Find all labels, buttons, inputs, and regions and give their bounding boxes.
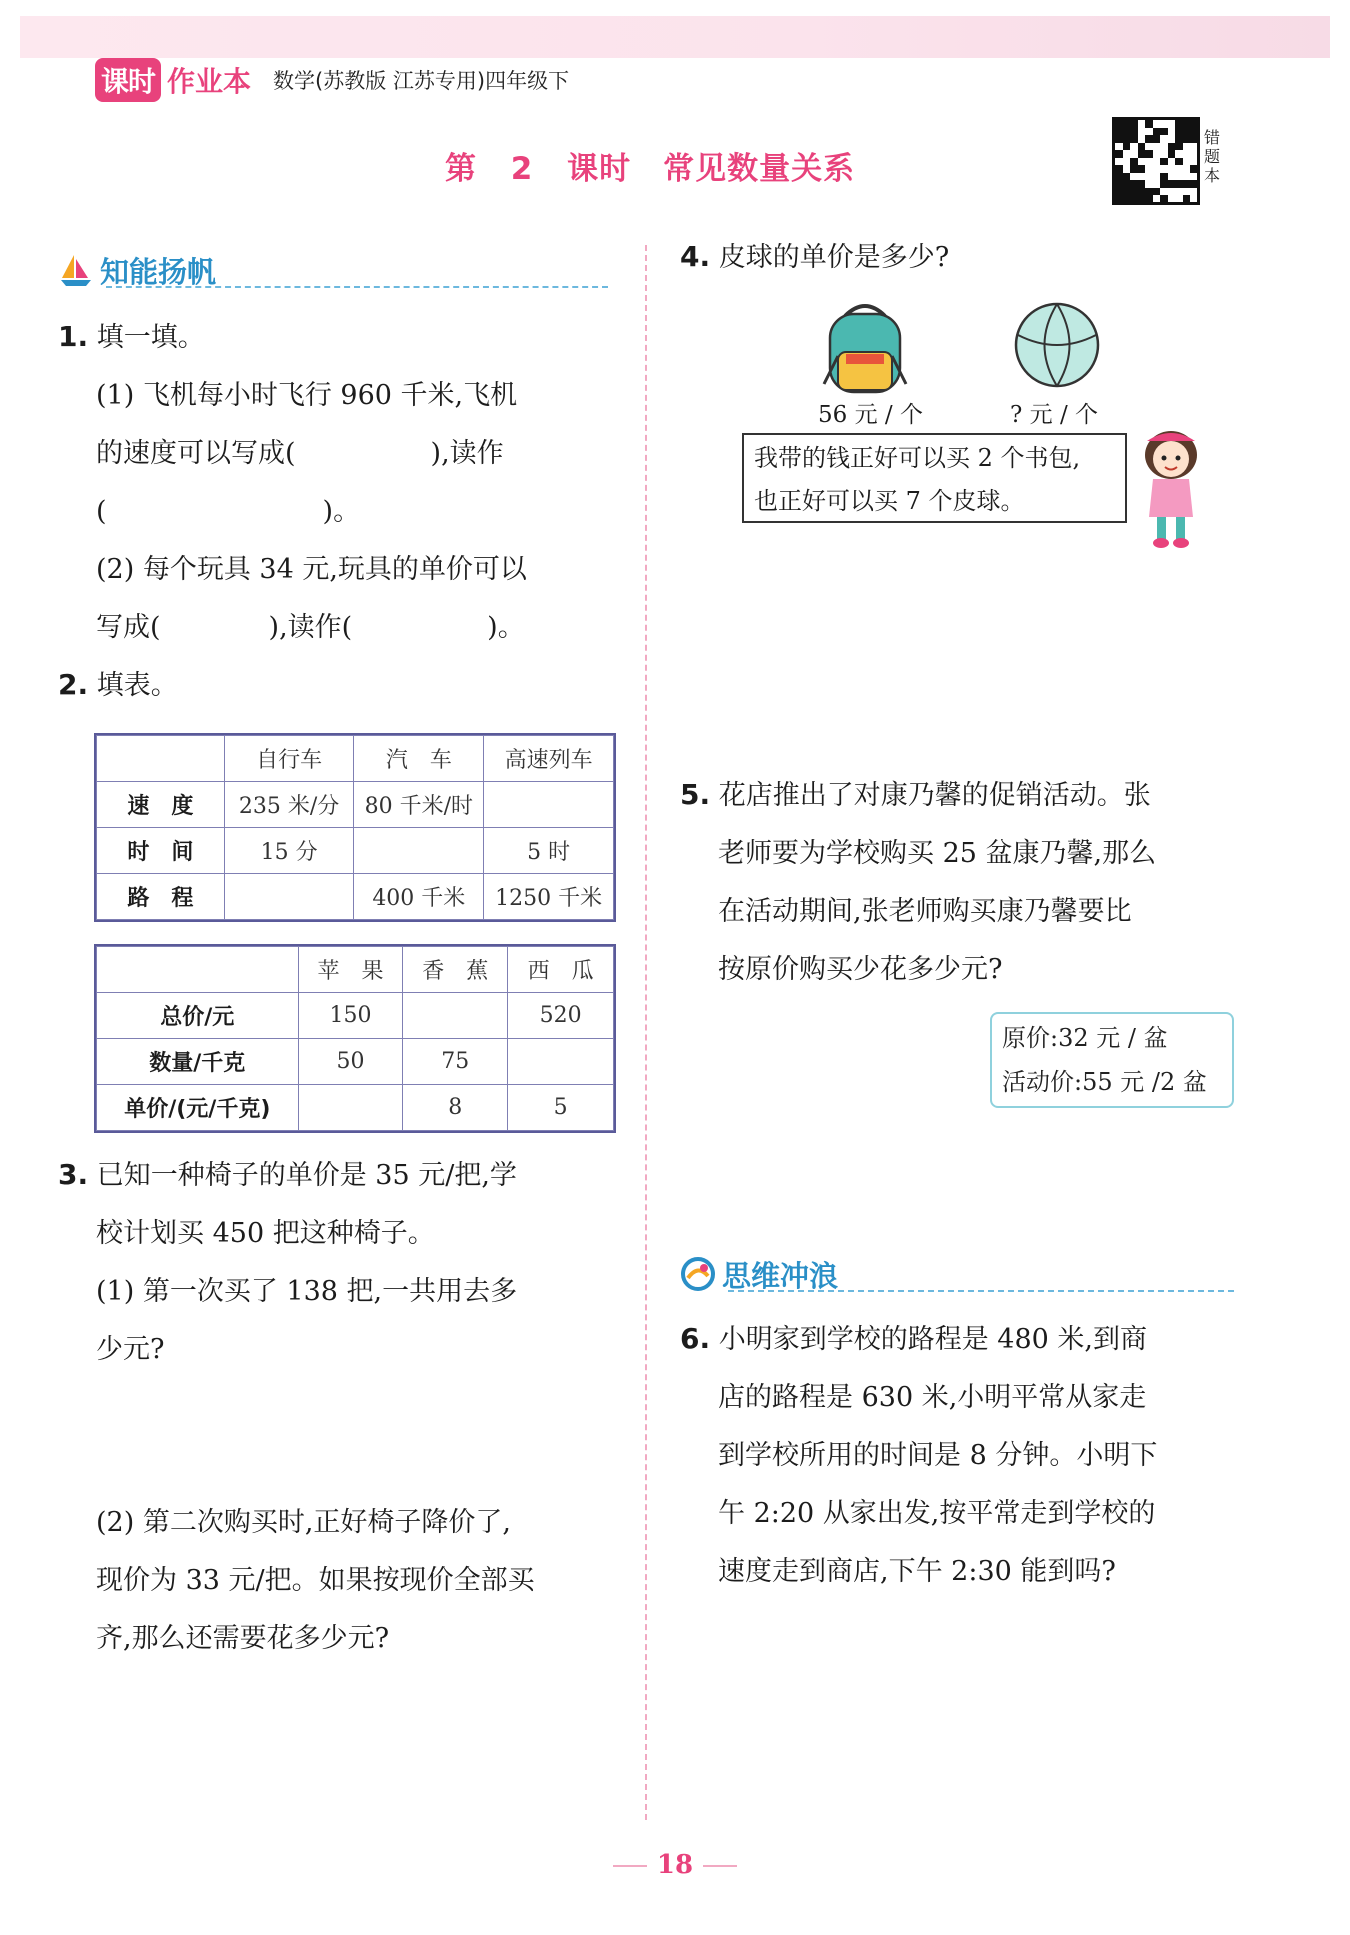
qr-module — [1130, 135, 1138, 143]
qr-module — [1123, 188, 1131, 196]
qr-module — [1183, 128, 1191, 136]
table-row — [97, 874, 614, 920]
qr-module — [1153, 188, 1161, 196]
table-cell: 75 — [403, 1039, 508, 1085]
qr-module — [1130, 195, 1138, 203]
qr-module — [1145, 135, 1153, 143]
answer-cell[interactable] — [403, 993, 508, 1039]
brand — [95, 60, 569, 100]
question-stem: 皮球的单价是多少? — [718, 242, 950, 273]
question-3-part2 — [58, 1494, 618, 1668]
q1-part2-line2: 写成( ),读作( )。 — [96, 612, 525, 643]
promo-price: 活动价:55 元 /2 盆 — [1002, 1068, 1207, 1096]
table-cell: 汽 车 — [354, 736, 484, 782]
q1-part1-line3: ( )。 — [96, 496, 361, 527]
speed-table — [96, 735, 614, 920]
qr-module — [1175, 128, 1183, 136]
qr-module — [1115, 150, 1123, 158]
question-4 — [680, 228, 1240, 287]
qr-module — [1130, 188, 1138, 196]
qr-module — [1190, 135, 1198, 143]
qr-module — [1190, 128, 1198, 136]
table-cell — [97, 947, 299, 993]
question-line: 老师要为学校购买 25 盆康乃馨,那么 — [718, 838, 1157, 869]
qr-module — [1160, 128, 1168, 136]
question-number: 6. — [680, 1322, 711, 1355]
qr-module — [1115, 120, 1123, 128]
question-line: 到学校所用的时间是 8 分钟。小明下 — [718, 1440, 1158, 1471]
qr-module — [1115, 188, 1123, 196]
q1-part1-line1: (1) 飞机每小时飞行 960 千米,飞机 — [96, 380, 518, 411]
qr-module — [1115, 165, 1123, 173]
table-cell: 1250 千米 — [484, 874, 614, 920]
table-header-row — [97, 947, 614, 993]
column-divider — [645, 245, 647, 1820]
table-header-row — [97, 736, 614, 782]
table-cell: 15 分 — [224, 828, 354, 874]
qr-module — [1138, 188, 1146, 196]
sailboat-icon — [58, 252, 94, 288]
speech-bubble — [742, 433, 1127, 523]
book-subtitle: 数学(苏教版 江苏专用)四年级下 — [273, 69, 570, 93]
qr-module — [1123, 195, 1131, 203]
table-row — [97, 782, 614, 828]
qr-module — [1190, 180, 1198, 188]
question-line: 在活动期间,张老师购买康乃馨要比 — [718, 896, 1132, 927]
qr-module — [1138, 150, 1146, 158]
wave-icon — [680, 1256, 716, 1292]
table-cell — [97, 736, 225, 782]
row-header: 单价/(元/千克) — [97, 1085, 299, 1131]
qr-module — [1153, 128, 1161, 136]
q3-part1-line1: (1) 第一次买了 138 把,一共用去多 — [96, 1276, 518, 1307]
qr-module — [1183, 135, 1191, 143]
section-head-left — [58, 250, 608, 290]
section-head-right — [680, 1254, 1234, 1294]
qr-module — [1115, 135, 1123, 143]
qr-module — [1175, 180, 1183, 188]
question-line: 已知一种椅子的单价是 35 元/把,学 — [96, 1160, 517, 1191]
qr-module — [1183, 180, 1191, 188]
table-cell: 235 米/分 — [224, 782, 354, 828]
qr-module — [1145, 188, 1153, 196]
page-number: 18 — [656, 1850, 694, 1880]
ball-price: ? 元 / 个 — [1010, 402, 1099, 428]
backpack-price: 56 元 / 个 — [818, 402, 923, 428]
bubble-line: 也正好可以买 7 个皮球。 — [754, 487, 1025, 515]
question-number: 5. — [680, 778, 711, 811]
table-row — [97, 993, 614, 1039]
footer-dash — [613, 1865, 647, 1867]
section-title-right: 思维冲浪 — [722, 1258, 839, 1293]
qr-module — [1130, 120, 1138, 128]
table-row — [97, 1039, 614, 1085]
qr-module — [1123, 135, 1131, 143]
qr-module — [1145, 150, 1153, 158]
table-row — [97, 828, 614, 874]
table-cell: 150 — [298, 993, 403, 1039]
section-title-left: 知能扬帆 — [100, 254, 217, 289]
qr-module — [1175, 143, 1183, 151]
answer-cell[interactable] — [224, 874, 354, 920]
qr-module — [1168, 143, 1176, 151]
table-cell: 50 — [298, 1039, 403, 1085]
qr-module — [1175, 135, 1183, 143]
qr-module — [1153, 135, 1161, 143]
qr-module — [1138, 143, 1146, 151]
bubble-line: 我带的钱正好可以买 2 个书包, — [754, 444, 1081, 472]
qr-module — [1160, 173, 1168, 181]
qr-module — [1115, 128, 1123, 136]
table-row — [97, 1085, 614, 1131]
qr-module — [1115, 173, 1123, 181]
qr-module — [1130, 165, 1138, 173]
section-rule — [106, 286, 608, 288]
table-cell: 香 蕉 — [403, 947, 508, 993]
lesson-title: 第 2 课时 常见数量关系 — [445, 151, 856, 187]
q1-part1-line2: 的速度可以写成( ),读作 — [96, 438, 504, 469]
qr-module — [1138, 165, 1146, 173]
table-cell: 8 — [403, 1085, 508, 1131]
table-cell: 520 — [508, 993, 614, 1039]
answer-cell[interactable] — [508, 1039, 614, 1085]
qr-module — [1123, 128, 1131, 136]
qr-module — [1123, 143, 1131, 151]
qr-module — [1130, 128, 1138, 136]
row-header: 总价/元 — [97, 993, 299, 1039]
qr-module — [1145, 120, 1153, 128]
question-line: 速度走到商店,下午 2:30 能到吗? — [718, 1556, 1116, 1587]
brand-name: 作业本 — [167, 65, 252, 98]
table-cell: 苹 果 — [298, 947, 403, 993]
qr-module — [1190, 165, 1198, 173]
qr-module — [1160, 195, 1168, 203]
section-rule — [728, 1290, 1234, 1292]
question-5 — [680, 766, 1240, 999]
question-line: 校计划买 450 把这种椅子。 — [96, 1218, 435, 1249]
question-1 — [58, 308, 618, 657]
page-footer — [0, 1850, 1350, 1880]
question-number: 1. — [58, 320, 89, 353]
q3-part2-line3: 齐,那么还需要花多少元? — [96, 1623, 390, 1654]
qr-label: 错题本 — [1204, 128, 1221, 185]
backpack-icon — [820, 298, 910, 396]
girl-character-icon — [1135, 425, 1207, 550]
question-2 — [58, 656, 618, 715]
question-line: 花店推出了对康乃馨的促销活动。张 — [718, 780, 1151, 811]
header-band — [20, 16, 1330, 58]
footer-dash — [703, 1865, 737, 1867]
qr-code-icon — [1112, 117, 1200, 205]
price-table — [96, 946, 614, 1131]
qr-module — [1175, 120, 1183, 128]
price-note — [990, 1012, 1234, 1108]
qr-module — [1130, 180, 1138, 188]
q3-part2-line2: 现价为 33 元/把。如果按现价全部买 — [96, 1565, 535, 1596]
question-line: 按原价购买少花多少元? — [718, 954, 1003, 985]
table-cell: 400 千米 — [354, 874, 484, 920]
table-cell: 80 千米/时 — [354, 782, 484, 828]
row-header: 速 度 — [97, 782, 225, 828]
question-stem: 填一填。 — [96, 322, 205, 353]
q3-part2-line1: (2) 第二次购买时,正好椅子降价了, — [96, 1507, 511, 1538]
qr-module — [1115, 180, 1123, 188]
table-cell: 5 — [508, 1085, 614, 1131]
row-header: 路 程 — [97, 874, 225, 920]
ball-icon — [1012, 300, 1102, 390]
q1-part2-line1: (2) 每个玩具 34 元,玩具的单价可以 — [96, 554, 527, 585]
qr-module — [1190, 120, 1198, 128]
qr-module — [1160, 180, 1168, 188]
qr-module — [1145, 195, 1153, 203]
question-line: 店的路程是 630 米,小明平常从家走 — [718, 1382, 1147, 1413]
answer-cell[interactable] — [298, 1085, 403, 1131]
table-cell: 5 时 — [484, 828, 614, 874]
table-cell: 高速列车 — [484, 736, 614, 782]
qr-module — [1175, 158, 1183, 166]
question-3 — [58, 1146, 618, 1379]
question-number: 3. — [58, 1158, 89, 1191]
question-number: 2. — [58, 668, 89, 701]
qr-module — [1138, 180, 1146, 188]
qr-module — [1160, 158, 1168, 166]
brand-tag: 课时 — [95, 58, 161, 102]
row-header: 数量/千克 — [97, 1039, 299, 1085]
row-header: 时 间 — [97, 828, 225, 874]
answer-cell[interactable] — [484, 782, 614, 828]
qr-module — [1123, 120, 1131, 128]
qr-module — [1138, 195, 1146, 203]
table-cell: 自行车 — [224, 736, 354, 782]
qr-module — [1183, 195, 1191, 203]
question-number: 4. — [680, 240, 711, 273]
answer-cell[interactable] — [354, 828, 484, 874]
table-cell: 西 瓜 — [508, 947, 614, 993]
qr-module — [1123, 180, 1131, 188]
qr-module — [1115, 195, 1123, 203]
question-6 — [680, 1310, 1240, 1601]
qr-module — [1123, 173, 1131, 181]
qr-module — [1130, 158, 1138, 166]
qr-module — [1168, 150, 1176, 158]
question-stem: 填表。 — [96, 670, 178, 701]
qr-module — [1168, 180, 1176, 188]
q3-part1-line2: 少元? — [96, 1334, 165, 1365]
question-line: 午 2:20 从家出发,按平常走到学校的 — [718, 1498, 1156, 1529]
question-line: 小明家到学校的路程是 480 米,到商 — [718, 1324, 1148, 1355]
qr-module — [1183, 120, 1191, 128]
original-price: 原价:32 元 / 盆 — [1002, 1024, 1168, 1052]
